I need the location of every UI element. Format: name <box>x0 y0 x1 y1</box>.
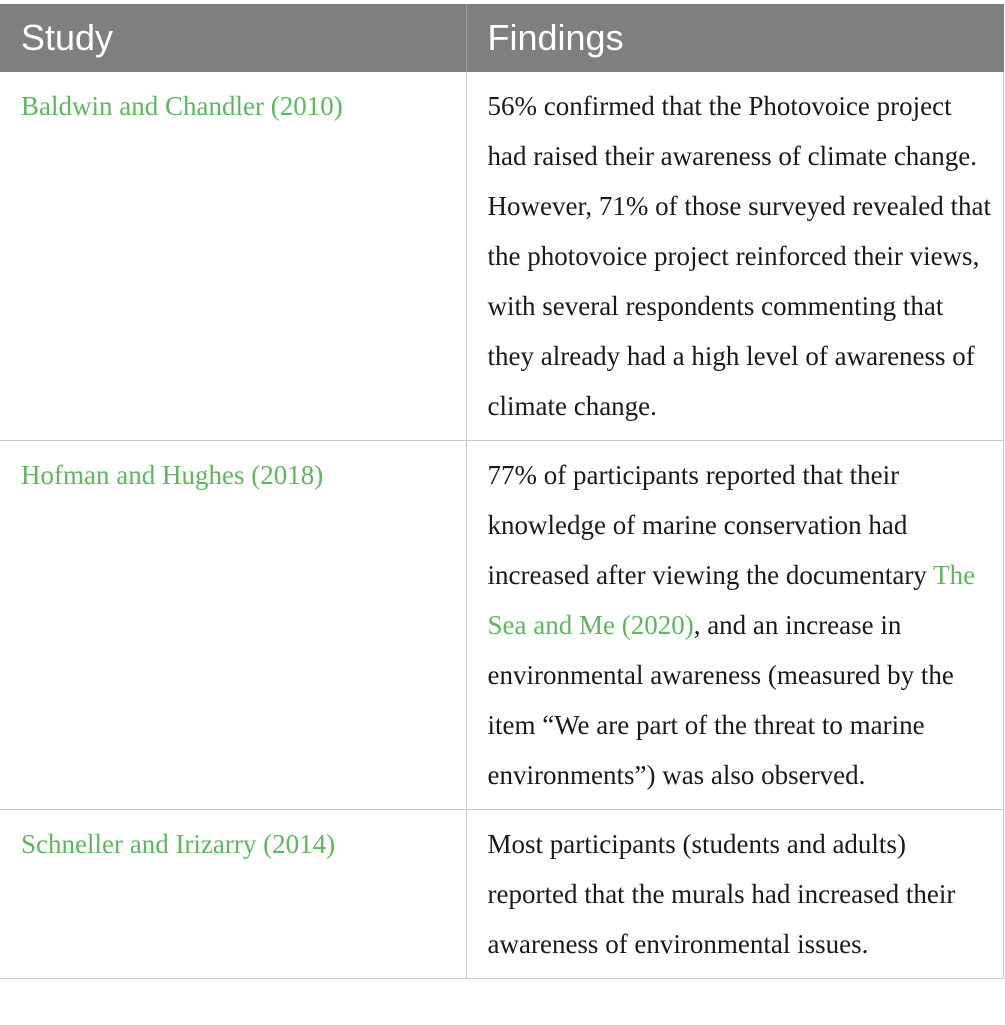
findings-cell <box>466 441 1004 810</box>
table-row <box>0 441 1004 810</box>
findings-cell: 56% confirmed that the Photovoice project had raised their awareness of climate change. However, 71% of those surveyed revealed that the photovoice project reinforced their views, with several respondents commenting that they already had a high level of awareness of climate change. <box>466 72 1004 441</box>
table-row <box>0 72 1004 441</box>
findings-cell: Most participants (students and adults) reported that the murals had increased their awareness of environmental issues. <box>466 810 1004 979</box>
study-link[interactable]: Schneller and Irizarry (2014) <box>0 810 466 979</box>
studies-table <box>0 4 1004 979</box>
table-header-row <box>0 4 1004 72</box>
findings-text: , and an increase in environmental awareness (measured by the item “We are part of the threat to marine environments”) was also observed. <box>487 610 954 790</box>
study-link[interactable]: Hofman and Hughes (2018) <box>0 441 466 810</box>
header-study: Study <box>0 4 466 72</box>
table-row <box>0 810 1004 979</box>
documentary-link[interactable]: The Sea and Me (2020) <box>487 560 976 640</box>
study-link[interactable]: Baldwin and Chandler (2010) <box>0 72 466 441</box>
findings-text: 77% of participants reported that their knowledge of marine conservation had increased after viewing the documentary <box>487 460 934 590</box>
header-findings: Findings <box>466 4 1004 72</box>
